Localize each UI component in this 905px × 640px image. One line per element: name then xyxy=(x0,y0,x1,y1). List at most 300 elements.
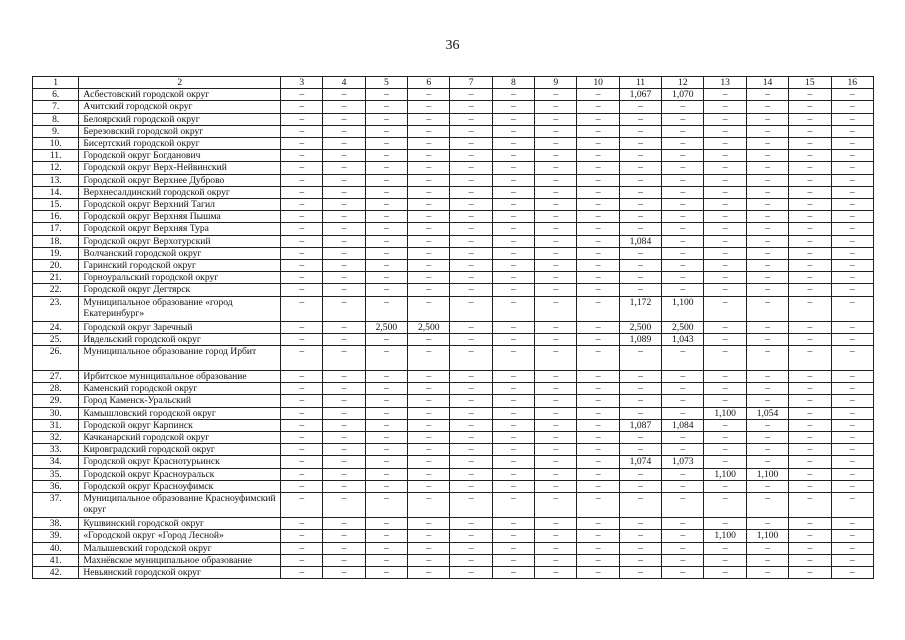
value-cell: – xyxy=(492,138,534,150)
value-cell: – xyxy=(789,480,831,492)
value-cell: – xyxy=(831,371,873,383)
value-cell: – xyxy=(535,199,577,211)
value-cell: – xyxy=(535,518,577,530)
value-cell: – xyxy=(831,296,873,321)
value-cell: – xyxy=(746,542,788,554)
value-cell: – xyxy=(408,407,450,419)
value-cell: – xyxy=(746,566,788,578)
table-row xyxy=(33,162,874,174)
value-cell: – xyxy=(662,346,704,371)
value-cell: – xyxy=(365,554,407,566)
row-number: 40. xyxy=(33,542,79,554)
value-cell: – xyxy=(704,101,746,113)
value-cell: – xyxy=(492,296,534,321)
value-cell: – xyxy=(577,321,619,333)
municipality-name: Городской округ Дегтярск xyxy=(79,284,281,296)
value-cell: – xyxy=(408,89,450,101)
value-cell: – xyxy=(408,333,450,345)
value-cell: – xyxy=(577,150,619,162)
table-row xyxy=(33,101,874,113)
value-cell: – xyxy=(408,260,450,272)
value-cell: – xyxy=(281,89,323,101)
value-cell: – xyxy=(831,518,873,530)
value-cell: – xyxy=(365,199,407,211)
value-cell: – xyxy=(535,346,577,371)
value-cell: – xyxy=(492,150,534,162)
value-cell: – xyxy=(492,333,534,345)
value-cell: – xyxy=(281,138,323,150)
value-cell: – xyxy=(662,395,704,407)
value-cell: – xyxy=(323,125,365,137)
value-cell: – xyxy=(365,444,407,456)
value-cell: 2,500 xyxy=(408,321,450,333)
value-cell: – xyxy=(704,125,746,137)
value-cell: – xyxy=(789,138,831,150)
municipality-name: Городской округ Богданович xyxy=(79,150,281,162)
value-cell: – xyxy=(281,174,323,186)
column-header: 8 xyxy=(492,77,534,89)
row-number: 24. xyxy=(33,321,79,333)
value-cell: – xyxy=(323,542,365,554)
row-number: 31. xyxy=(33,419,79,431)
value-cell: – xyxy=(831,333,873,345)
value-cell: – xyxy=(704,346,746,371)
value-cell: – xyxy=(746,138,788,150)
value-cell: – xyxy=(535,566,577,578)
value-cell: – xyxy=(281,162,323,174)
municipality-name: Городской округ Верх-Нейвинский xyxy=(79,162,281,174)
value-cell: – xyxy=(365,235,407,247)
column-header: 4 xyxy=(323,77,365,89)
value-cell: – xyxy=(789,468,831,480)
value-cell: – xyxy=(789,186,831,198)
value-cell: – xyxy=(662,174,704,186)
value-cell: – xyxy=(535,371,577,383)
value-cell: – xyxy=(831,247,873,259)
value-cell: – xyxy=(619,493,661,518)
value-cell: – xyxy=(535,530,577,542)
row-number: 15. xyxy=(33,199,79,211)
municipality-name: Городской округ Верхний Тагил xyxy=(79,199,281,211)
value-cell: – xyxy=(662,554,704,566)
value-cell: 2,500 xyxy=(662,321,704,333)
value-cell: – xyxy=(619,125,661,137)
value-cell: – xyxy=(408,432,450,444)
value-cell: – xyxy=(831,530,873,542)
value-cell: – xyxy=(789,530,831,542)
value-cell: – xyxy=(746,174,788,186)
value-cell: – xyxy=(831,468,873,480)
row-number: 34. xyxy=(33,456,79,468)
value-cell: – xyxy=(789,235,831,247)
row-number: 33. xyxy=(33,444,79,456)
value-cell: – xyxy=(789,346,831,371)
value-cell: – xyxy=(492,566,534,578)
value-cell: 1,100 xyxy=(704,530,746,542)
value-cell: – xyxy=(323,468,365,480)
column-header: 15 xyxy=(789,77,831,89)
value-cell: – xyxy=(577,432,619,444)
value-cell: – xyxy=(492,518,534,530)
value-cell: – xyxy=(746,113,788,125)
municipality-name: Городской округ Краснотурьинск xyxy=(79,456,281,468)
value-cell: – xyxy=(704,150,746,162)
value-cell: – xyxy=(789,199,831,211)
value-cell: – xyxy=(704,186,746,198)
value-cell: – xyxy=(281,554,323,566)
value-cell: – xyxy=(492,530,534,542)
value-cell: – xyxy=(535,456,577,468)
value-cell: – xyxy=(492,247,534,259)
municipality-name: Качканарский городской округ xyxy=(79,432,281,444)
value-cell: 1,100 xyxy=(704,468,746,480)
value-cell: – xyxy=(662,101,704,113)
page-number: 36 xyxy=(445,38,460,53)
row-number: 10. xyxy=(33,138,79,150)
value-cell: – xyxy=(746,211,788,223)
value-cell: – xyxy=(408,395,450,407)
value-cell: – xyxy=(831,456,873,468)
value-cell: – xyxy=(365,383,407,395)
value-cell: – xyxy=(789,493,831,518)
value-cell: – xyxy=(789,371,831,383)
value-cell: – xyxy=(492,383,534,395)
value-cell: – xyxy=(535,247,577,259)
municipality-name: Горноуральский городской округ xyxy=(79,272,281,284)
municipality-name: Кушвинский городской округ xyxy=(79,518,281,530)
value-cell: – xyxy=(577,186,619,198)
table-row xyxy=(33,321,874,333)
value-cell: – xyxy=(281,321,323,333)
value-cell: 1,089 xyxy=(619,333,661,345)
value-cell: – xyxy=(365,284,407,296)
value-cell: – xyxy=(831,150,873,162)
row-number: 14. xyxy=(33,186,79,198)
value-cell: – xyxy=(492,89,534,101)
value-cell: – xyxy=(746,247,788,259)
municipality-name: Город Каменск-Уральский xyxy=(79,395,281,407)
value-cell: – xyxy=(492,260,534,272)
value-cell: – xyxy=(535,407,577,419)
value-cell: – xyxy=(662,284,704,296)
value-cell: – xyxy=(281,113,323,125)
column-header: 2 xyxy=(79,77,281,89)
value-cell: – xyxy=(704,480,746,492)
table-row xyxy=(33,493,874,518)
value-cell: – xyxy=(450,113,492,125)
value-cell: – xyxy=(492,371,534,383)
municipality-name: Березовский городской округ xyxy=(79,125,281,137)
value-cell: – xyxy=(789,542,831,554)
value-cell: – xyxy=(450,395,492,407)
value-cell: – xyxy=(408,518,450,530)
column-header: 5 xyxy=(365,77,407,89)
value-cell: – xyxy=(577,174,619,186)
value-cell: – xyxy=(492,395,534,407)
municipality-name: Ачитский городской округ xyxy=(79,101,281,113)
value-cell: – xyxy=(408,101,450,113)
value-cell: – xyxy=(577,407,619,419)
row-number: 42. xyxy=(33,566,79,578)
table-row xyxy=(33,89,874,101)
value-cell: – xyxy=(662,432,704,444)
value-cell: – xyxy=(281,125,323,137)
row-number: 35. xyxy=(33,468,79,480)
row-number: 29. xyxy=(33,395,79,407)
value-cell: – xyxy=(323,260,365,272)
value-cell: – xyxy=(323,186,365,198)
municipality-name: Гаринский городской округ xyxy=(79,260,281,272)
value-cell: – xyxy=(704,566,746,578)
value-cell: – xyxy=(281,395,323,407)
value-cell: – xyxy=(450,566,492,578)
value-cell: – xyxy=(662,211,704,223)
value-cell: – xyxy=(323,150,365,162)
table-row xyxy=(33,113,874,125)
value-cell: – xyxy=(281,480,323,492)
value-cell: – xyxy=(323,518,365,530)
value-cell: – xyxy=(535,272,577,284)
row-number: 17. xyxy=(33,223,79,235)
value-cell: – xyxy=(831,284,873,296)
value-cell: – xyxy=(323,162,365,174)
municipality-name: Камышловский городской округ xyxy=(79,407,281,419)
value-cell: 2,500 xyxy=(619,321,661,333)
value-cell: – xyxy=(704,296,746,321)
value-cell: – xyxy=(408,542,450,554)
value-cell: – xyxy=(492,235,534,247)
value-cell: – xyxy=(450,89,492,101)
value-cell: – xyxy=(704,456,746,468)
value-cell: – xyxy=(408,383,450,395)
value-cell: – xyxy=(408,346,450,371)
municipality-name: Городской округ Верхнее Дуброво xyxy=(79,174,281,186)
value-cell: – xyxy=(365,333,407,345)
value-cell: – xyxy=(281,407,323,419)
value-cell: – xyxy=(408,456,450,468)
municipality-name: Муниципальное образование «город Екатеринбург» xyxy=(79,296,281,321)
value-cell: – xyxy=(789,89,831,101)
value-cell: – xyxy=(789,150,831,162)
value-cell: – xyxy=(365,247,407,259)
value-cell: – xyxy=(535,89,577,101)
value-cell: – xyxy=(450,456,492,468)
value-cell: – xyxy=(619,530,661,542)
row-number: 12. xyxy=(33,162,79,174)
value-cell: – xyxy=(704,260,746,272)
value-cell: – xyxy=(662,235,704,247)
table-row xyxy=(33,333,874,345)
table-row xyxy=(33,247,874,259)
value-cell: – xyxy=(577,272,619,284)
value-cell: – xyxy=(619,260,661,272)
value-cell: – xyxy=(492,174,534,186)
value-cell: – xyxy=(662,480,704,492)
value-cell: – xyxy=(746,444,788,456)
value-cell: – xyxy=(577,542,619,554)
value-cell: – xyxy=(704,199,746,211)
value-cell: – xyxy=(365,260,407,272)
value-cell: – xyxy=(408,138,450,150)
value-cell: – xyxy=(281,566,323,578)
value-cell: – xyxy=(535,444,577,456)
value-cell: – xyxy=(450,247,492,259)
value-cell: – xyxy=(365,566,407,578)
value-cell: – xyxy=(323,113,365,125)
value-cell: – xyxy=(492,211,534,223)
municipality-name: Городской округ Верхняя Пышма xyxy=(79,211,281,223)
value-cell: – xyxy=(450,371,492,383)
column-header: 11 xyxy=(619,77,661,89)
value-cell: – xyxy=(619,542,661,554)
value-cell: – xyxy=(619,407,661,419)
row-number: 19. xyxy=(33,247,79,259)
value-cell: – xyxy=(789,518,831,530)
value-cell: – xyxy=(831,272,873,284)
value-cell: – xyxy=(704,272,746,284)
value-cell: – xyxy=(492,444,534,456)
value-cell: – xyxy=(789,456,831,468)
value-cell: – xyxy=(323,211,365,223)
value-cell: 1,087 xyxy=(619,419,661,431)
value-cell: – xyxy=(281,247,323,259)
value-cell: – xyxy=(408,296,450,321)
municipality-name: Городской округ Верхняя Тура xyxy=(79,223,281,235)
value-cell: – xyxy=(619,346,661,371)
value-cell: – xyxy=(323,395,365,407)
value-cell: – xyxy=(619,480,661,492)
value-cell: – xyxy=(365,493,407,518)
value-cell: – xyxy=(619,162,661,174)
value-cell: – xyxy=(577,223,619,235)
value-cell: – xyxy=(662,566,704,578)
value-cell: – xyxy=(281,223,323,235)
value-cell: – xyxy=(789,407,831,419)
value-cell: 1,100 xyxy=(704,407,746,419)
value-cell: – xyxy=(535,554,577,566)
value-cell: – xyxy=(281,333,323,345)
value-cell: – xyxy=(492,493,534,518)
value-cell: – xyxy=(746,493,788,518)
value-cell: – xyxy=(535,138,577,150)
value-cell: 1,100 xyxy=(662,296,704,321)
value-cell: – xyxy=(577,419,619,431)
value-cell: – xyxy=(535,101,577,113)
table-row xyxy=(33,518,874,530)
row-number: 41. xyxy=(33,554,79,566)
municipality-name: Волчанский городской округ xyxy=(79,247,281,259)
value-cell: – xyxy=(492,468,534,480)
value-cell: – xyxy=(746,223,788,235)
value-cell: – xyxy=(323,407,365,419)
value-cell: – xyxy=(619,468,661,480)
value-cell: – xyxy=(408,371,450,383)
value-cell: – xyxy=(831,554,873,566)
value-cell: – xyxy=(662,199,704,211)
value-cell: – xyxy=(365,371,407,383)
value-cell: – xyxy=(535,162,577,174)
municipality-name: Ивдельский городской округ xyxy=(79,333,281,345)
column-header: 1 xyxy=(33,77,79,89)
value-cell: – xyxy=(365,162,407,174)
table-row xyxy=(33,407,874,419)
value-cell: – xyxy=(831,113,873,125)
value-cell: – xyxy=(450,211,492,223)
value-cell: – xyxy=(831,383,873,395)
value-cell: – xyxy=(831,493,873,518)
value-cell: – xyxy=(535,260,577,272)
value-cell: – xyxy=(323,444,365,456)
value-cell: – xyxy=(450,223,492,235)
value-cell: – xyxy=(365,272,407,284)
value-cell: – xyxy=(662,371,704,383)
row-number: 11. xyxy=(33,150,79,162)
value-cell: – xyxy=(450,480,492,492)
table-row xyxy=(33,530,874,542)
value-cell: – xyxy=(789,260,831,272)
value-cell: – xyxy=(535,468,577,480)
value-cell: – xyxy=(365,113,407,125)
value-cell: – xyxy=(619,566,661,578)
value-cell: – xyxy=(789,284,831,296)
value-cell: – xyxy=(831,211,873,223)
value-cell: – xyxy=(831,419,873,431)
value-cell: – xyxy=(323,419,365,431)
value-cell: – xyxy=(450,468,492,480)
value-cell: – xyxy=(704,383,746,395)
value-cell: – xyxy=(619,444,661,456)
municipality-name: Городской округ Верхотурский xyxy=(79,235,281,247)
value-cell: – xyxy=(789,321,831,333)
value-cell: – xyxy=(365,296,407,321)
value-cell: – xyxy=(831,432,873,444)
municipality-name: Городской округ Заречный xyxy=(79,321,281,333)
value-cell: – xyxy=(535,235,577,247)
value-cell: – xyxy=(408,480,450,492)
table-row xyxy=(33,174,874,186)
value-cell: – xyxy=(492,186,534,198)
value-cell: – xyxy=(789,174,831,186)
value-cell: – xyxy=(408,186,450,198)
value-cell: – xyxy=(450,296,492,321)
municipality-name: Белоярский городской округ xyxy=(79,113,281,125)
value-cell: – xyxy=(492,554,534,566)
value-cell: – xyxy=(408,150,450,162)
value-cell: – xyxy=(662,493,704,518)
row-number: 6. xyxy=(33,89,79,101)
row-number: 30. xyxy=(33,407,79,419)
value-cell: – xyxy=(535,125,577,137)
value-cell: – xyxy=(619,395,661,407)
row-number: 7. xyxy=(33,101,79,113)
value-cell: – xyxy=(365,223,407,235)
value-cell: – xyxy=(450,174,492,186)
column-header: 12 xyxy=(662,77,704,89)
value-cell: – xyxy=(619,138,661,150)
value-cell: 1,084 xyxy=(662,419,704,431)
value-cell: – xyxy=(619,272,661,284)
row-number: 20. xyxy=(33,260,79,272)
value-cell: – xyxy=(746,383,788,395)
value-cell: – xyxy=(492,542,534,554)
table-row xyxy=(33,223,874,235)
value-cell: – xyxy=(323,493,365,518)
value-cell: – xyxy=(831,260,873,272)
value-cell: – xyxy=(746,235,788,247)
value-cell: – xyxy=(535,174,577,186)
value-cell: 1,070 xyxy=(662,89,704,101)
value-cell: – xyxy=(831,566,873,578)
